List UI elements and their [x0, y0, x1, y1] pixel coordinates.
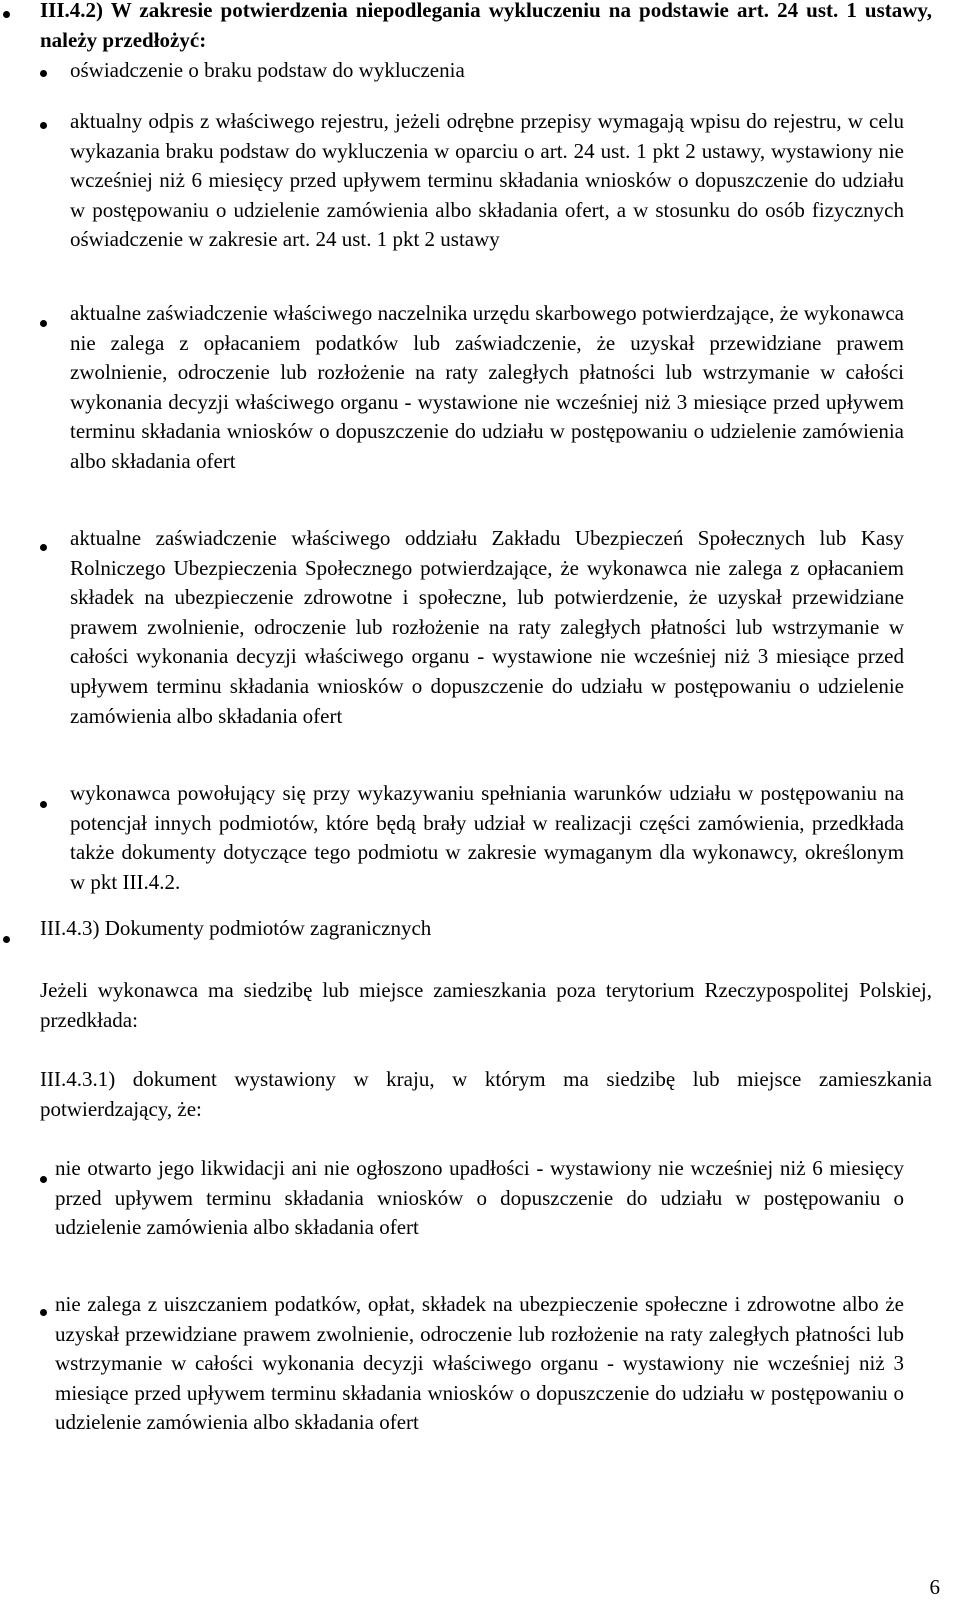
bullet-icon: [40, 801, 47, 808]
bullet-icon: [3, 936, 10, 943]
list-item: wykonawca powołujący się przy wykazywaniu spełniania warunków udziału w postępowaniu na potencjał innych podmiotów, które będą brały udział w realizacji części zamówienia, przedkłada także dokumenty dotyczące tego podmiotu w zakresie wymaganym dla wykonawcy, określonym w pkt III.4.2.: [70, 781, 904, 894]
list-item: nie zalega z uiszczaniem podatków, opłat, składek na ubezpieczenie społeczne i zdrowotne albo że uzyskał przewidziane prawem zwolnienie, odroczenie lub rozłożenie na raty zaległych płatności lub wstrzymanie w całości wykonania decyzji właściwego organu - wystawiony nie wcześniej niż 3 miesiące przed upływem terminu składania wniosków o dopuszczenie do udziału w postępowaniu o udzielenie zamówienia albo składania ofert: [55, 1292, 904, 1435]
list-item: aktualne zaświadczenie właściwego naczelnika urzędu skarbowego potwierdzające, że wykonawca nie zalega z opłacaniem podatków lub zaświadczenie, że uzyskał przewidziane prawem zwolnienie, odroczenie lub rozłożenie na raty zaległych płatności lub wstrzymanie w całości wykonania decyzji właściwego organu - wystawione nie wcześniej niż 3 miesiące przed upływem terminu składania wniosków o dopuszczenie do udziału w postępowaniu o udzielenie zamówienia albo składania ofert: [70, 301, 904, 473]
bullet-icon: [40, 320, 47, 327]
section-4-3-intro: Jeżeli wykonawca ma siedzibę lub miejsce zamieszkania poza terytorium Rzeczypospolitej Polskiej, przedkłada:: [40, 978, 932, 1032]
list-item: oświadczenie o braku podstaw do wykluczenia: [70, 58, 465, 82]
bullet-icon: [40, 122, 47, 129]
section-4-3-1-heading: III.4.3.1) dokument wystawiony w kraju, w którym ma siedzibę lub miejsce zamieszkania potwierdzający, że:: [40, 1067, 932, 1121]
bullet-icon: [40, 544, 47, 551]
bullet-icon: [40, 70, 47, 77]
bullet-icon: [40, 1176, 47, 1183]
section-4-2-heading: III.4.2) W zakresie potwierdzenia niepodlegania wykluczeniu na podstawie art. 24 ust. 1 ustawy, należy przedłożyć:: [40, 0, 932, 52]
list-item: nie otwarto jego likwidacji ani nie ogłoszono upadłości - wystawiony nie wcześniej niż 6 miesięcy przed upływem terminu składania wniosków o dopuszczenie do udziału w postępowaniu o udzielenie zamówienia albo składania ofert: [55, 1156, 904, 1240]
section-4-3-heading: III.4.3) Dokumenty podmiotów zagranicznych: [40, 916, 432, 940]
list-item: aktualny odpis z właściwego rejestru, jeżeli odrębne przepisy wymagają wpisu do rejestru, w celu wykazania braku podstaw do wykluczenia w oparciu o art. 24 ust. 1 pkt 2 ustawy, wystawiony nie wcześniej niż 6 miesięcy przed upływem terminu składania wniosków o dopuszczenie do udziału w postępowaniu o udzielenie zamówienia albo składania ofert, a w stosunku do osób fizycznych oświadczenie w zakresie art. 24 ust. 1 pkt 2 ustawy: [70, 109, 904, 252]
bullet-icon: [40, 1309, 47, 1316]
page-number: 6: [929, 1575, 940, 1599]
list-item: aktualne zaświadczenie właściwego oddziału Zakładu Ubezpieczeń Społecznych lub Kasy Rolniczego Ubezpieczenia Społecznego potwierdzające, że wykonawca nie zalega z opłacaniem składek na ubezpieczenie zdrowotne i społeczne, lub potwierdzenie, że uzyskał przewidziane prawem zwolnienie, odroczenie lub rozłożenie na raty zaległych płatności lub wstrzymanie w całości wykonania decyzji właściwego organu - wystawione nie wcześniej niż 3 miesiące przed upływem terminu składania wniosków o dopuszczenie do udziału w postępowaniu o udzielenie zamówienia albo składania ofert: [70, 526, 904, 728]
bullet-icon: [3, 11, 10, 18]
